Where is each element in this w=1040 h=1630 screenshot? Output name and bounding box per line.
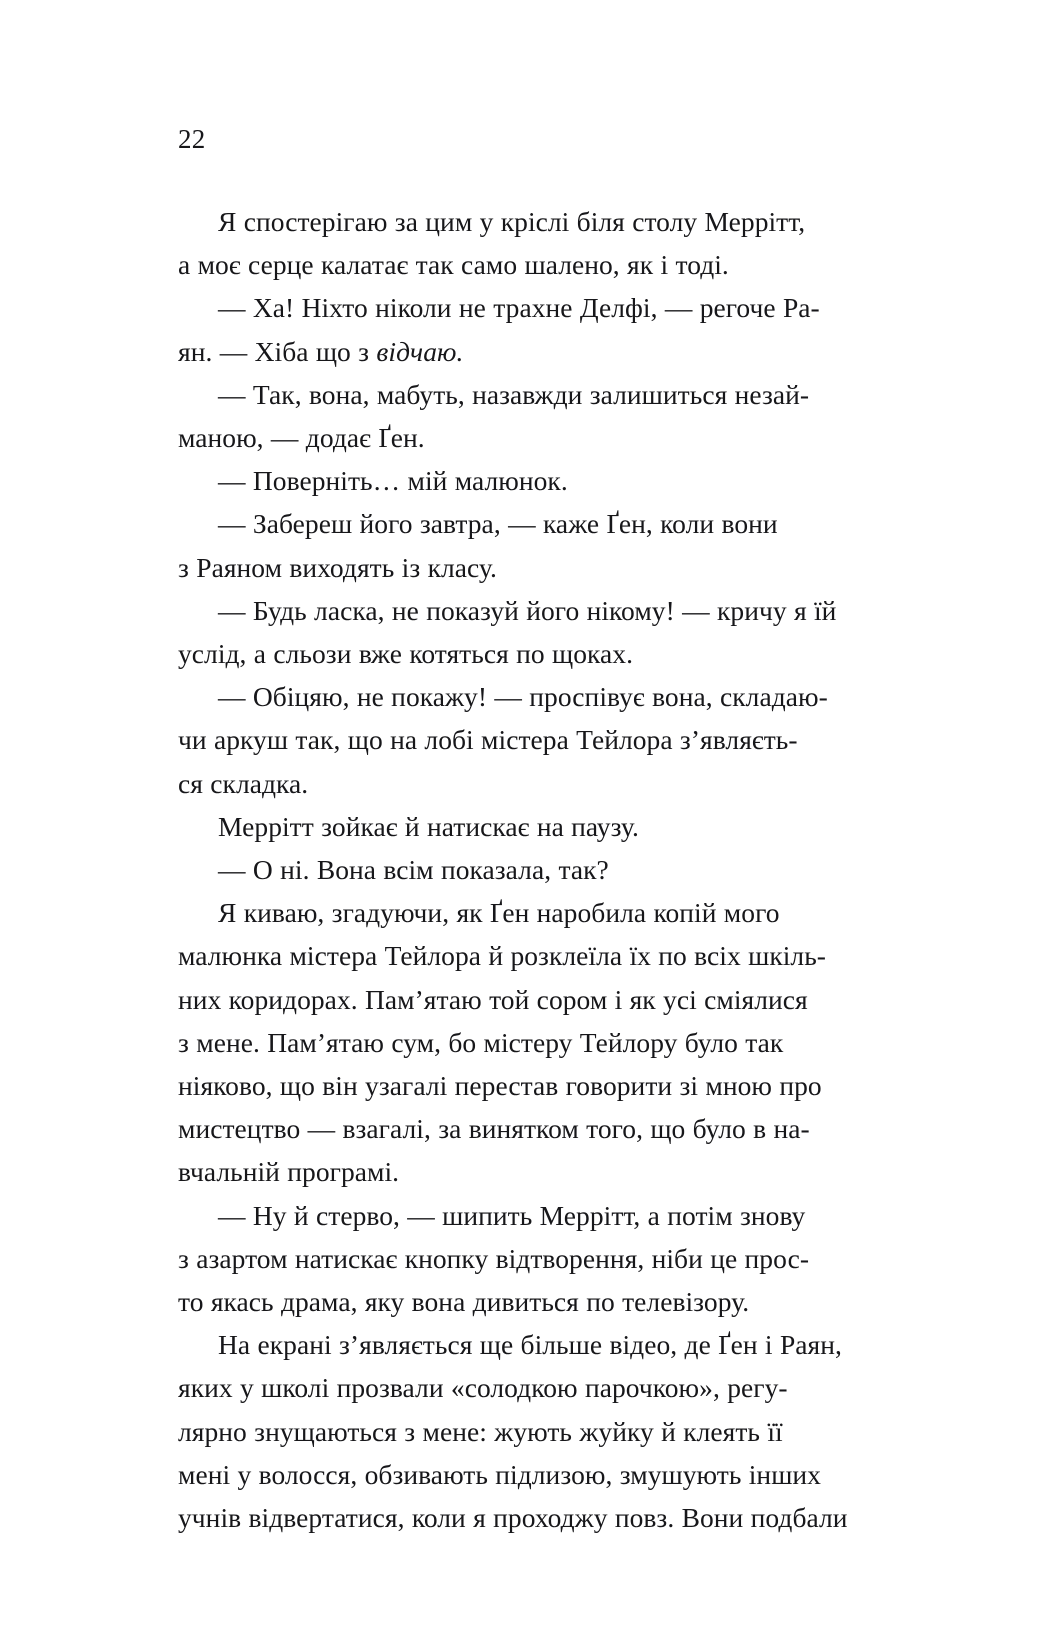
body-line <box>178 1366 880 1409</box>
body-line <box>178 330 880 373</box>
body-line <box>178 1237 880 1280</box>
body-line-text: Меррітт зойкає й натискає на паузу. <box>218 810 639 842</box>
body-line-text: учнів відвертатися, коли я проходжу повз. Вони подбали <box>178 1502 848 1534</box>
body-line <box>178 718 880 761</box>
body-line <box>178 891 880 934</box>
body-line-text: яких у школі прозвали «солодкою парочкою», регу- <box>178 1372 788 1404</box>
body-line <box>178 1194 880 1237</box>
body-line <box>178 805 880 848</box>
body-line-text: вчальній програмі. <box>178 1156 400 1188</box>
body-line <box>178 675 880 718</box>
body-line-text: ніяково, що він узагалі перестав говорити зі мною про <box>178 1070 822 1102</box>
body-line <box>178 934 880 977</box>
body-line-text: з мене. Пам’ятаю сум, бо містеру Тейлору було так <box>178 1026 784 1058</box>
body-line-text: — Будь ласка, не показуй його нікому! — кричу я їй <box>218 594 837 626</box>
body-line-text: — Поверніть… мій малюнок. <box>218 465 568 497</box>
body-line-text: ся складка. <box>178 767 309 799</box>
body-line-text: — Ну й стерво, — шипить Меррітт, а потім знову <box>218 1199 806 1231</box>
body-line-text: — Обіцяю, не покажу! — проспівує вона, складаю- <box>218 681 828 713</box>
body-line <box>178 1410 880 1453</box>
body-line-text: На екрані з’являється ще більше відео, де Ґен і Раян, <box>218 1329 842 1361</box>
body-line-text: услід, а сльози вже котяться по щоках. <box>178 638 634 670</box>
body-line-text: мистецтво — взагалі, за винятком того, що було в на- <box>178 1113 810 1145</box>
body-line-text: то якась драма, яку вона дивиться по телевізору. <box>178 1286 750 1318</box>
emphasised-word: відчаю. <box>376 335 464 367</box>
body-line <box>178 1064 880 1107</box>
body-line-text: з Раяном виходять із класу. <box>178 551 497 583</box>
body-line-text: чи аркуш так, що на лобі містера Тейлора з’являєть- <box>178 724 798 756</box>
body-line-text: малюнка містера Тейлора й розклеїла їх по всіх шкіль- <box>178 940 826 972</box>
body-line-text: — Так, вона, мабуть, назавжди залишиться незай- <box>218 378 810 410</box>
body-line <box>178 459 880 502</box>
body-line <box>178 632 880 675</box>
body-line <box>178 1107 880 1150</box>
body-line <box>178 762 880 805</box>
body-line-text: них коридорах. Пам’ятаю той сором і як усі сміялися <box>178 983 808 1015</box>
body-line <box>178 1496 880 1539</box>
body-line <box>178 286 880 329</box>
body-line-text: — О ні. Вона всім показала, так? <box>218 854 609 886</box>
body-line <box>178 1323 880 1366</box>
body-line <box>178 373 880 416</box>
body-line <box>178 1453 880 1496</box>
body-line-text: — Ха! Ніхто ніколи не трахне Делфі, — регоче Ра- <box>218 292 820 324</box>
body-line <box>178 589 880 632</box>
body-line <box>178 1021 880 1064</box>
body-line-text: Я спостерігаю за цим у кріслі біля столу Меррітт, <box>218 206 806 237</box>
body-line <box>178 848 880 891</box>
body-line <box>178 546 880 589</box>
body-line-text: з азартом натискає кнопку відтворення, ніби це прос- <box>178 1242 810 1274</box>
body-line <box>178 243 880 286</box>
body-line-text: мені у волосся, обзивають підлизою, змушують інших <box>178 1458 821 1490</box>
body-line <box>178 502 880 545</box>
body-line-text: — Забереш його завтра, — каже Ґен, коли вони <box>218 508 778 540</box>
body-line-text: лярно знущаються з мене: жують жуйку й клеять її <box>178 1415 783 1447</box>
body-line <box>178 978 880 1021</box>
body-line-text: ян. — Хіба що з <box>178 335 377 367</box>
body-line <box>178 416 880 459</box>
body-line-text: Я киваю, згадуючи, як Ґен наробила копій мого <box>218 897 780 929</box>
body-line <box>178 1150 880 1193</box>
body-text-block <box>178 200 880 1539</box>
body-line-text: а моє серце калатає так само шалено, як і тоді. <box>178 249 729 281</box>
body-line-text: маною, — додає Ґен. <box>178 422 425 454</box>
page-number: 22 <box>178 124 206 154</box>
body-line <box>178 200 880 243</box>
body-line <box>178 1280 880 1323</box>
